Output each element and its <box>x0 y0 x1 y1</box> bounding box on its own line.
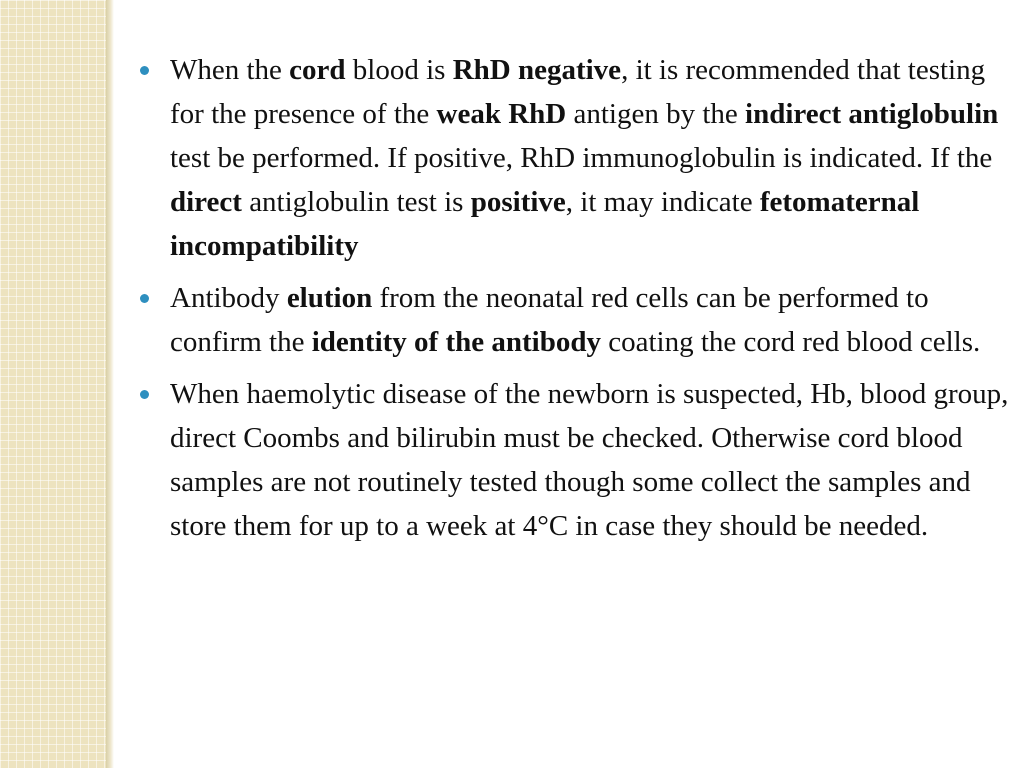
bold-term: fetomaternal incompatibility <box>170 186 920 262</box>
bullet-item-haemolytic-disease <box>140 372 1012 548</box>
text-segment: When the <box>170 54 290 86</box>
bullet-item-cord-blood-testing <box>140 48 1012 268</box>
bullet-text <box>170 282 980 358</box>
bold-term: cord <box>289 54 346 86</box>
bold-term: indirect antiglobulin <box>745 98 999 130</box>
bullet-text <box>170 378 1008 542</box>
bullet-dot-icon <box>140 294 149 303</box>
bullet-list <box>140 48 1012 556</box>
bold-term: RhD negative <box>452 54 622 86</box>
bold-term: positive <box>470 186 566 218</box>
decorative-sidebar <box>0 0 106 768</box>
text-segment: Antibody <box>170 282 287 314</box>
sidebar-edge-shadow <box>106 0 114 768</box>
bold-term: identity of the antibody <box>311 326 601 358</box>
text-segment: coating the cord red blood cells. <box>600 326 981 358</box>
text-segment: antiglobulin test is <box>241 186 471 218</box>
text-segment: When haemolytic disease of the newborn is suspected, Hb, blood group, direct Coombs and bilirubin must be checked. Otherwise cord blood samples are not routinely tested though some collect the samples and store them for up to a week at 4°C in case they should be needed. <box>170 378 1009 542</box>
text-segment: test be performed. If positive, RhD immunoglobulin is indicated. If the <box>170 142 993 174</box>
bold-term: weak RhD <box>436 98 567 130</box>
bullet-text <box>170 54 998 262</box>
text-segment: antigen by the <box>566 98 746 130</box>
bold-term: direct <box>170 186 242 218</box>
text-segment: , it is recommended that testing for the presence of the <box>170 54 986 130</box>
bullet-dot-icon <box>140 66 149 75</box>
bold-term: elution <box>286 282 373 314</box>
bullet-item-antibody-elution <box>140 276 1012 364</box>
text-segment: , it may indicate <box>565 186 760 218</box>
bullet-dot-icon <box>140 390 149 399</box>
text-segment: blood is <box>345 54 453 86</box>
text-segment: from the neonatal red cells can be performed to confirm the <box>170 282 929 358</box>
